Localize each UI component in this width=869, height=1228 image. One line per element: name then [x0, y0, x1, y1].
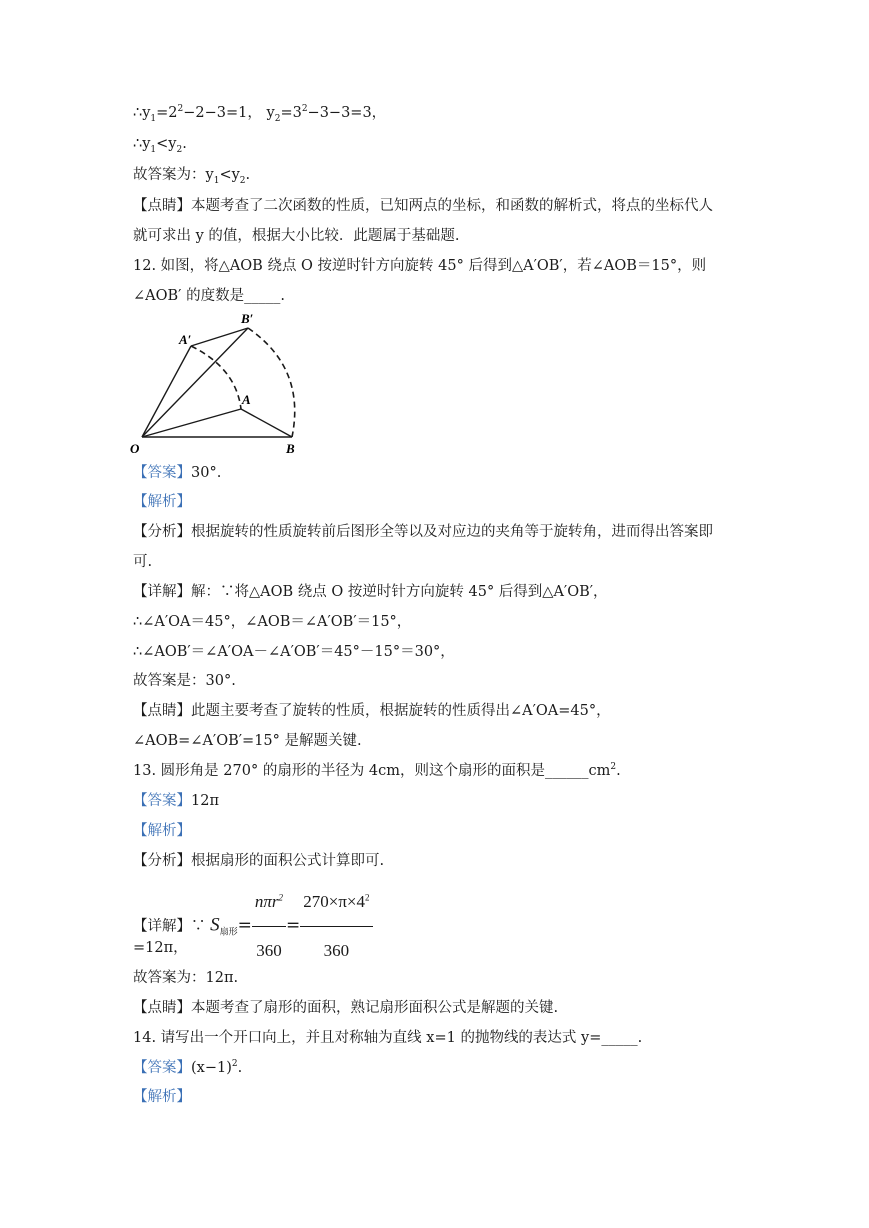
tag-xiangjie: 【详解】: [133, 584, 191, 600]
detail-13-formula: 【详解】∵ $S_{扇形}=$ $\frac{n\pi r^2}{360}$ = $\frac{270\times\pi\times 4^2}{360}$: [133, 880, 373, 973]
question-13: 13. 圆形角是 270° 的扇形的半径为 4cm，则这个扇形的面积是$\_\_\_\_\_\_cm^2$.: [133, 762, 621, 779]
analysis-12: 【分析】根据旋转的性质旋转前后图形全等以及对应边的夹角等于旋转角，进而得出答案即: [133, 524, 713, 540]
line-3: 故答案为：$y_1<y_2$.: [133, 167, 251, 186]
line-24: 故答案为：12π.: [133, 970, 239, 986]
comment-12: 【点睛】此题主要考查了旋转的性质，根据旋转的性质得出∠A′OA=45°，: [133, 703, 611, 719]
fraction-formula: $\frac{n\pi r^2}{360}$: [252, 880, 286, 973]
tag-jiexi: 【解析】: [133, 1089, 191, 1105]
tag-dianjing: 【点睛】: [133, 198, 191, 214]
answer-13: 【答案】12π: [133, 793, 219, 809]
line-17: ∠AOB=∠A′OB′=15° 是解题关键.: [133, 733, 362, 749]
label-B-prime: B′: [241, 311, 254, 326]
line-2: $\therefore y_1<y_2$.: [133, 136, 187, 155]
arc-B: [248, 328, 295, 437]
label-A-prime: A′: [179, 332, 192, 347]
line-1: $\therefore y_1=2^2-2-3=1$， $y_2=3^2-3-3=3$，: [133, 104, 387, 124]
line-11: 可.: [133, 554, 153, 570]
segment-OA: [142, 409, 241, 437]
question-12: 12. 如图，将△AOB 绕点 O 按逆时针方向旋转 45° 后得到△A′OB′，若∠AOB＝15°，则: [133, 258, 707, 274]
tag-dianjing: 【点睛】: [133, 703, 191, 719]
tag-dianjing: 【点睛】: [133, 1000, 191, 1016]
tag-fenxi: 【分析】: [133, 524, 191, 540]
line-15: 故答案是：30°.: [133, 673, 236, 689]
line-5: 就可求出 y 的值，根据大小比较．此题属于基础题.: [133, 228, 460, 244]
tag-answer: 【答案】: [133, 465, 191, 481]
label-A: A: [242, 392, 251, 407]
label-B: B: [286, 441, 295, 456]
line-23: =12π，: [133, 940, 188, 956]
arc-A: [191, 346, 241, 409]
tag-jiexi: 【解析】: [133, 823, 191, 839]
tag-answer: 【答案】: [133, 1060, 191, 1076]
line-13: ∴∠A′OA＝45°，∠AOB＝∠A′OB′＝15°，: [133, 614, 412, 630]
comment-13: 【点睛】本题考查了扇形的面积，熟记扇形面积公式是解题的关键.: [133, 1000, 559, 1016]
line-4: 【点睛】本题考查了二次函数的性质，已知两点的坐标，和函数的解析式，将点的坐标代人: [133, 198, 713, 214]
answer-12: 【答案】30°.: [133, 465, 222, 481]
tag-answer: 【答案】: [133, 793, 191, 809]
tag-fenxi: 【分析】: [133, 853, 191, 869]
line-14: ∴∠AOB′＝∠A′OA－∠A′OB′＝45°－15°＝30°，: [133, 644, 455, 660]
segment-AB: [241, 409, 292, 437]
tag-xiangjie: 【详解】: [133, 918, 191, 935]
tag-jiexi: 【解析】: [133, 494, 191, 510]
fraction-values: $\frac{270\times\pi\times 4^2}{360}$: [300, 880, 372, 973]
line-7: ∠AOB′ 的度数是_____.: [133, 288, 285, 304]
question-14: 14. 请写出一个开口向上，并且对称轴为直线 x=1 的抛物线的表达式 y=_____.: [133, 1030, 643, 1046]
answer-14: 【答案】$(x-1)^2$.: [133, 1059, 243, 1076]
segment-OA-prime: [142, 346, 191, 437]
label-O: O: [130, 441, 140, 456]
rotation-figure: [128, 308, 303, 458]
detail-12: 【详解】解：∵将△AOB 绕点 O 按逆时针方向旋转 45° 后得到△A′OB′，: [133, 584, 608, 600]
analysis-13: 【分析】根据扇形的面积公式计算即可.: [133, 853, 385, 869]
